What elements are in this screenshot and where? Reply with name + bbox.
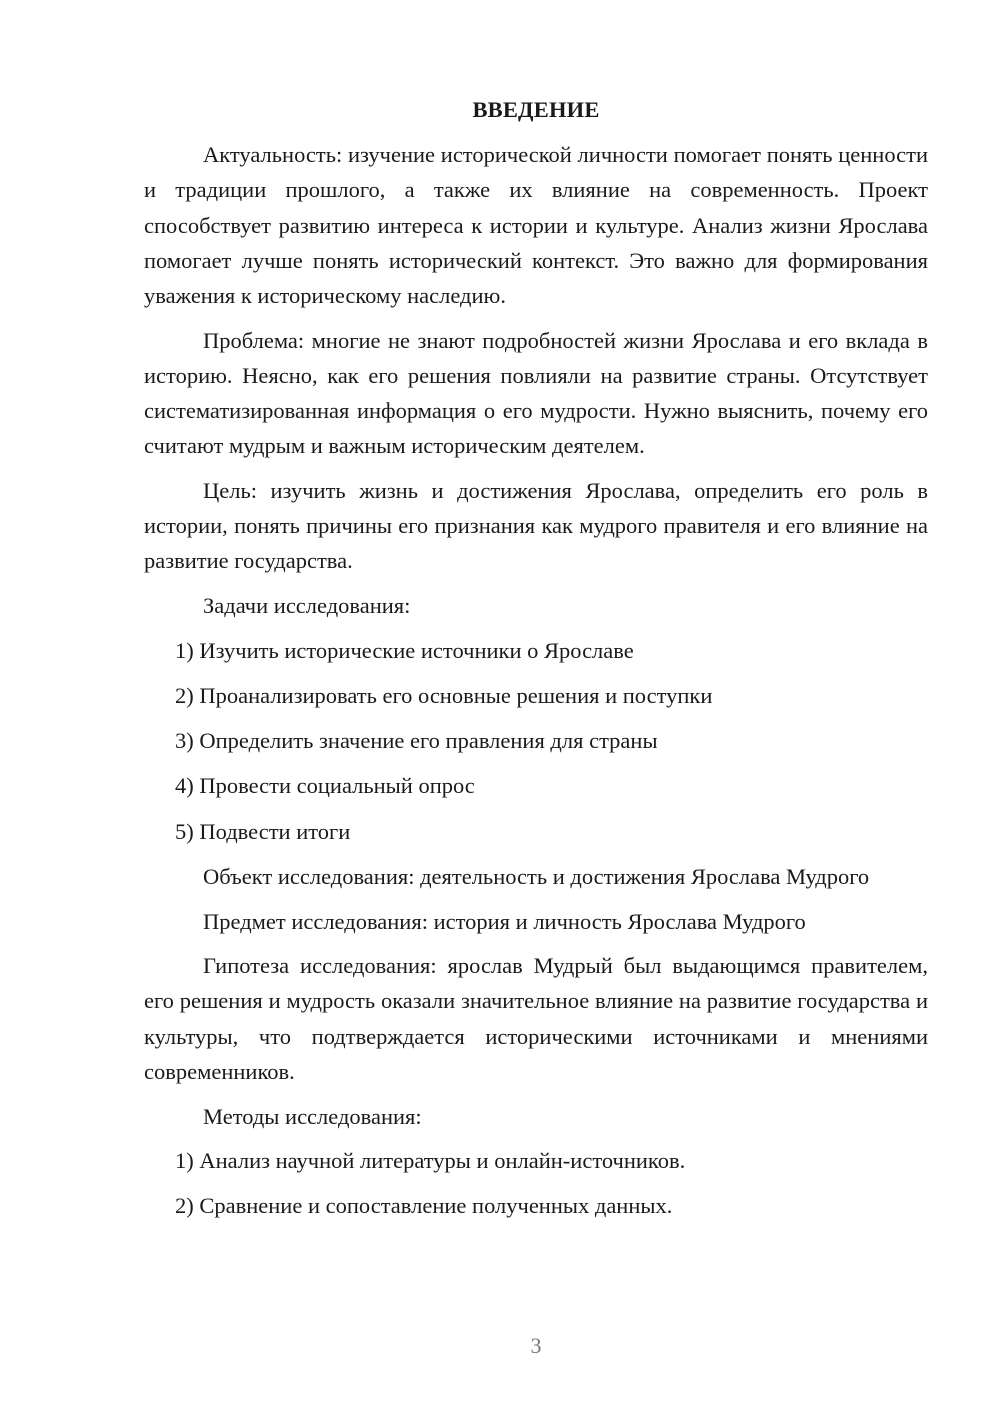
section-title: ВВЕДЕНИЕ (472, 97, 600, 122)
paragraph-problem: Проблема: многие не знают подробностей жизни Ярослава и его вклада в историю. Неясно, как его решения повлияли на развитие страны. Отсутствует систематизированная информация о его мудрости. Нужно выяснить, почему его считают мудрым и важным историческим деятелем. (144, 327, 928, 459)
paragraph-object: Объект исследования: деятельность и достижения Ярослава Мудрого (203, 863, 870, 889)
paragraph-relevance: Актуальность: изучение исторической личности помогает понять ценности и традиции прошлого, а также их влияние на современность. Проект способствует развитию интереса к истории и культуре. Анализ жизни Ярослава помогает лучше понять исторический контекст. Это важно для формирования уважения к историческому наследию. (144, 142, 928, 309)
task-item: 1) Изучить исторические источники о Ярославе (175, 637, 634, 663)
methods-heading: Методы исследования: (203, 1103, 422, 1129)
paragraph-hypothesis: Гипотеза исследования: ярослав Мудрый был выдающимся правителем, его решения и мудрость оказали значительное влияние на развитие государства и культуры, что подтверждается историческими источниками и мнениями современников. (144, 953, 928, 1084)
method-item: 2) Сравнение и сопоставление полученных данных. (175, 1193, 673, 1219)
task-item: 3) Определить значение его правления для страны (175, 728, 658, 754)
task-item: 5) Подвести итоги (175, 818, 351, 844)
task-item: 2) Проанализировать его основные решения и поступки (175, 683, 713, 709)
method-item: 1) Анализ научной литературы и онлайн-источников. (175, 1148, 686, 1174)
tasks-heading: Задачи исследования: (203, 593, 411, 619)
document-page (144, 92, 928, 1234)
paragraph-subject: Предмет исследования: история и личность Ярослава Мудрого (203, 908, 806, 934)
page-number: 3 (530, 1333, 542, 1358)
paragraph-goal: Цель: изучить жизнь и достижения Ярослава, определить его роль в истории, понять причины его признания как мудрого правителя и его влияние на развитие государства. (144, 478, 928, 574)
task-item: 4) Провести социальный опрос (175, 773, 475, 799)
